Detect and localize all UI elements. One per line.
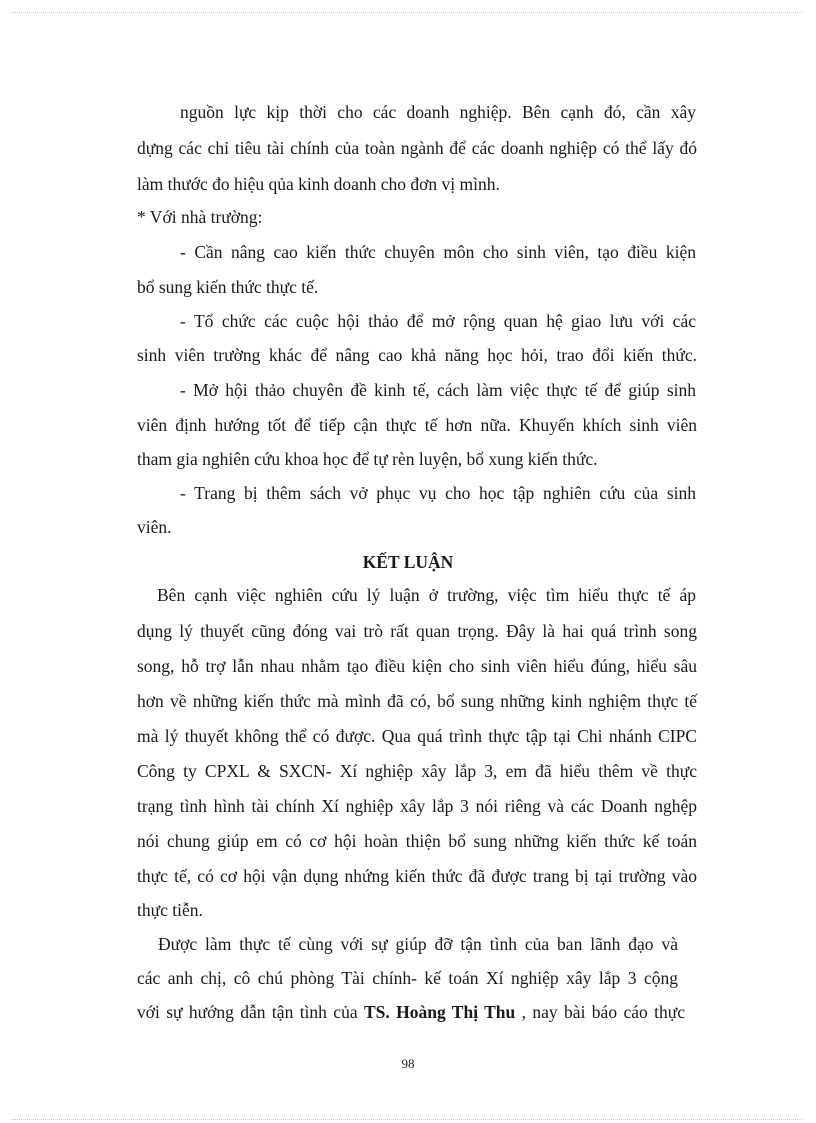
conclusion-line: hơn về những kiến thức mà mình đã có, bổ sung những kinh nghiệm thực tế [137, 691, 697, 711]
body-line: bổ sung kiến thức thực tế. [137, 277, 319, 297]
acknowledgement-text-end: , nay bài báo cáo thực [515, 1002, 685, 1022]
supervisor-name: TS. Hoàng Thị Thu [363, 1002, 516, 1022]
body-line: viên định hướng tốt để tiếp cận thực tế hơn nữa. Khuyến khích sinh viên [137, 415, 697, 435]
body-line: dựng các chỉ tiêu tài chính của toàn ngành để các doanh nghiệp có thể lấy đó [137, 138, 697, 158]
page-number: 98 [401, 1056, 415, 1071]
conclusion-line: trạng tình hình tài chính Xí nghiệp xây lắp 3 nói riêng và các Doanh nghệp [137, 796, 697, 816]
section-heading: KẾT LUẬN [362, 552, 454, 572]
body-line: sinh viên trường khác để nâng cao khả năng học hỏi, trao đổi kiến thức. [137, 345, 697, 365]
acknowledgement-line: Được làm thực tế cùng với sự giúp đỡ tận tình của ban lãnh đạo và [158, 934, 678, 954]
conclusion-line: song, hỗ trợ lẫn nhau nhằm tạo điều kiện cho sinh viên hiểu đúng, hiểu sâu [137, 656, 697, 676]
body-line: nguồn lực kịp thời cho các doanh nghiệp. Bên cạnh đó, cần xây [180, 102, 696, 122]
conclusion-line: thực tế, có cơ hội vận dụng nhứng kiến thức đã được trang bị tại trường vào [137, 866, 697, 886]
list-item: - Tổ chức các cuộc hội thảo để mở rộng quan hệ giao lưu với các [180, 311, 696, 331]
conclusion-line: Công ty CPXL & SXCN- Xí nghiệp xây lắp 3, em đã hiểu thêm về thực [137, 761, 697, 781]
acknowledgement-line: các anh chị, cô chú phòng Tài chính- kế toán Xí nghiệp xây lắp 3 cộng [137, 968, 678, 988]
list-item: - Trang bị thêm sách vở phục vụ cho học tập nghiên cứu của sinh [180, 483, 696, 503]
acknowledgement-line [137, 1000, 685, 1024]
conclusion-line: Bên cạnh việc nghiên cứu lý luận ở trường, việc tìm hiểu thực tế áp [157, 585, 696, 605]
body-line: viên. [137, 517, 172, 537]
list-item: - Mở hội thảo chuyên đề kinh tế, cách làm việc thực tế để giúp sinh [180, 380, 696, 400]
conclusion-line: dụng lý thuyết cũng đóng vai trò rất quan trọng. Đây là hai quá trình song [137, 621, 697, 641]
section-label: * Với nhà trường: [137, 207, 263, 227]
body-line: làm thước đo hiệu qủa kinh doanh cho đơn vị mình. [137, 174, 500, 194]
list-item: - Cần nâng cao kiến thức chuyên môn cho sinh viên, tạo điều kiện [180, 242, 696, 262]
conclusion-line: thực tiễn. [137, 900, 203, 920]
body-line: tham gia nghiên cứu khoa học để tự rèn luyện, bổ xung kiến thức. [137, 449, 598, 469]
conclusion-line: nói chung giúp em có cơ hội hoàn thiện bổ sung những kiến thức kế toán [137, 831, 697, 851]
conclusion-line: mà lý thuyết không thể có được. Qua quá trình thực tập tại Chi nhánh CIPC [137, 726, 697, 746]
acknowledgement-text: với sự hướng dẫn tận tình của [137, 1002, 364, 1022]
